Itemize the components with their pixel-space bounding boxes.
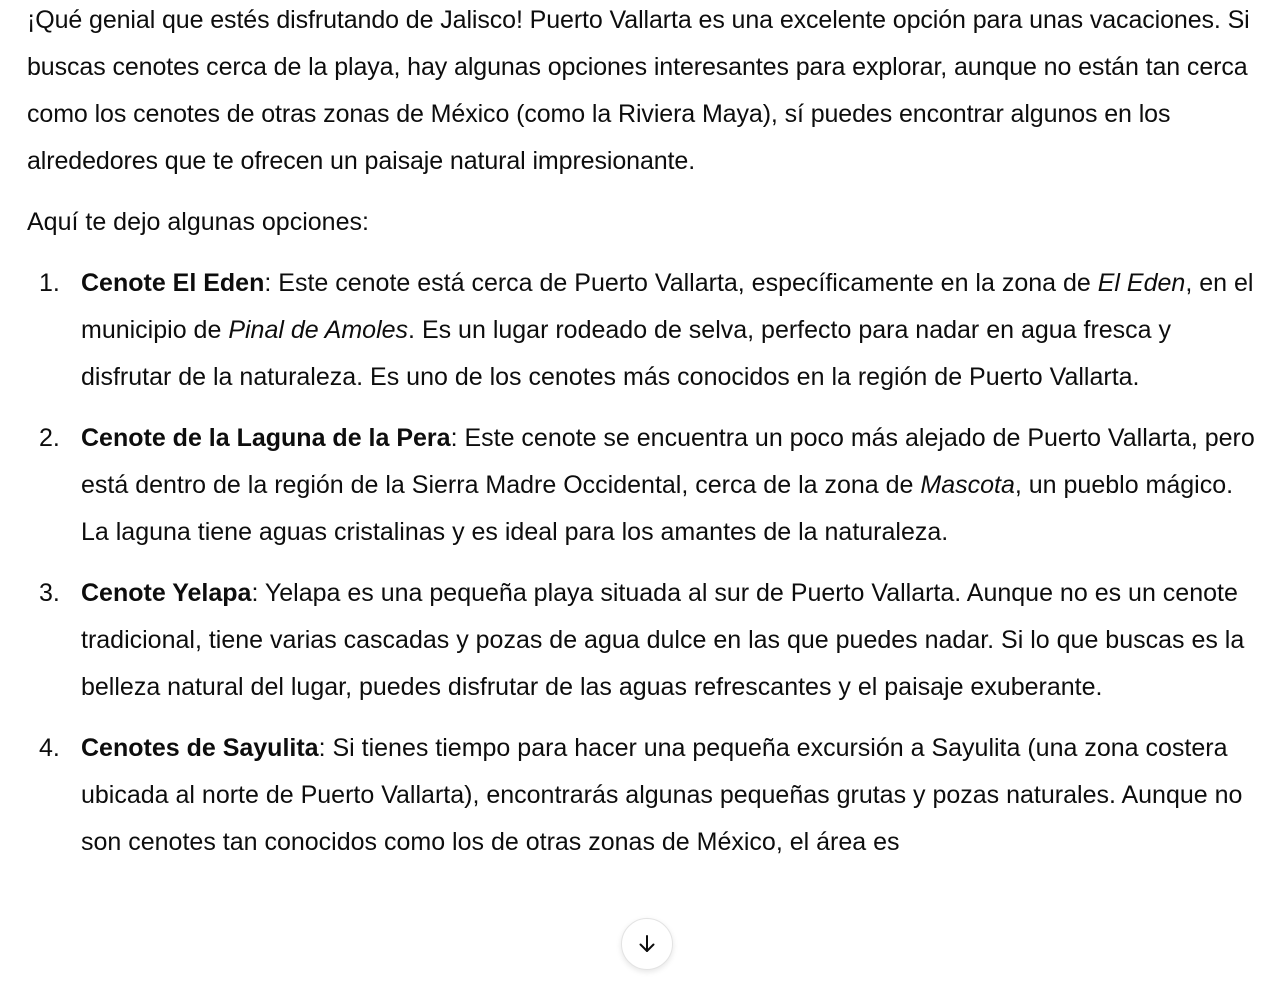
item-title: Cenote Yelapa — [81, 579, 252, 607]
list-number: 2. — [39, 424, 60, 452]
list-number: 1. — [39, 269, 60, 297]
intro-paragraph: ¡Qué genial que estés disfrutando de Jalisco! Puerto Vallarta es una excelente opción para unas vacaciones. Si buscas cenotes cerca de la playa, hay algunas opciones interesantes para explorar, aunque no están tan cerca como los cenotes de otras zonas de México (como la Riviera Maya), sí puedes encontrar algunos en los alrededores que te ofrecen un paisaje natural impresionante. — [27, 6, 1250, 175]
item-text: : Yelapa es una pequeña playa situada al sur de Puerto Vallarta. Aunque no es un cenote tradicional, tiene varias cascadas y pozas de agua dulce en las que puedes nadar. Si lo que buscas es la belleza natural del lugar, puedes disfrutar de las aguas refrescantes y el paisaje exuberante. — [81, 579, 1245, 701]
list-number: 4. — [39, 734, 60, 762]
arrow-down-icon — [635, 932, 659, 956]
cenote-list — [27, 260, 1265, 866]
item-text: , en el municipio de — [81, 269, 1254, 344]
item-emphasis: Mascota — [920, 471, 1015, 499]
item-text: . Es un lugar rodeado de selva, perfecto para nadar en agua fresca y disfrutar de la naturaleza. Es uno de los cenotes más conocidos en la región de Puerto Vallarta. — [81, 316, 1172, 391]
list-item — [27, 415, 1265, 556]
scroll-to-bottom-button[interactable] — [621, 918, 673, 970]
item-text: : Este cenote se encuentra un poco más alejado de Puerto Vallarta, pero está dentro de la región de la Sierra Madre Occidental, cerca de la zona de — [81, 424, 1255, 499]
list-item — [27, 260, 1265, 401]
item-title: Cenotes de Sayulita — [81, 734, 319, 762]
assistant-message — [27, 0, 1265, 880]
list-number: 3. — [39, 579, 60, 607]
item-emphasis: Pinal de Amoles — [228, 316, 409, 344]
list-item — [27, 725, 1265, 866]
item-emphasis: El Eden — [1097, 269, 1186, 297]
item-title: Cenote de la Laguna de la Pera — [81, 424, 451, 452]
item-text: : Este cenote está cerca de Puerto Vallarta, específicamente en la zona de — [264, 269, 1098, 297]
item-text: , un pueblo mágico. La laguna tiene aguas cristalinas y es ideal para los amantes de la naturaleza. — [81, 471, 1234, 546]
lead-paragraph: Aquí te dejo algunas opciones: — [27, 208, 369, 236]
item-text: : Si tienes tiempo para hacer una pequeña excursión a Sayulita (una zona costera ubicada al norte de Puerto Vallarta), encontrarás algunas pequeñas grutas y pozas naturales. Aunque no son cenotes tan conocidos como los de otras zonas de México, el área es — [81, 734, 1243, 856]
item-title: Cenote El Eden — [81, 269, 265, 297]
list-item — [27, 570, 1265, 711]
